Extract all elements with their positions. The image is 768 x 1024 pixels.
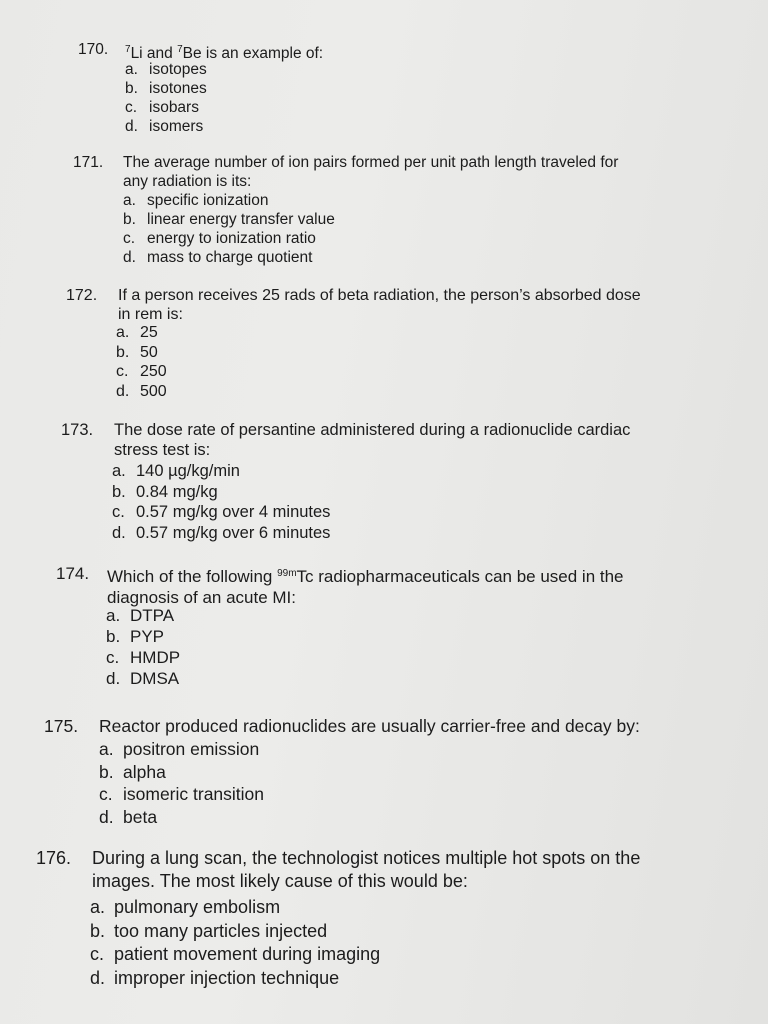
option-text: too many particles injected bbox=[114, 920, 328, 941]
option-letter: b. bbox=[125, 80, 138, 97]
option-text: mass to charge quotient bbox=[147, 249, 313, 266]
answer-option-a bbox=[125, 60, 207, 79]
answer-option-b bbox=[106, 626, 164, 647]
option-letter: c. bbox=[116, 363, 129, 380]
answer-option-b bbox=[123, 210, 335, 229]
option-letter: a. bbox=[125, 61, 138, 78]
question-174 bbox=[56, 563, 700, 693]
question-text: If a person receives 25 rads of beta radiation, the person’s absorbed dose in rem is: bbox=[118, 287, 641, 323]
option-letter: c. bbox=[106, 648, 120, 667]
option-letter: d. bbox=[99, 806, 114, 827]
option-text: linear energy transfer value bbox=[147, 211, 335, 228]
answer-option-d bbox=[123, 248, 312, 267]
option-letter: c. bbox=[123, 230, 136, 247]
option-text: improper injection technique bbox=[114, 967, 340, 988]
question-text: Which of the following $^{99m}$Tc radiopharmaceuticals can be used in the diagnosis of an acute MI: bbox=[107, 567, 624, 607]
option-letter: b. bbox=[99, 761, 114, 782]
option-letter: d. bbox=[106, 669, 121, 688]
answer-option-d bbox=[116, 382, 167, 401]
option-letter: b. bbox=[123, 211, 136, 228]
question-171 bbox=[73, 153, 700, 271]
question-176 bbox=[36, 847, 700, 994]
option-text: isotopes bbox=[149, 61, 207, 78]
answer-option-b bbox=[90, 920, 327, 943]
answer-option-d bbox=[112, 523, 330, 543]
answer-option-c bbox=[106, 647, 180, 668]
question-text: The average number of ion pairs formed per unit path length traveled for any radiation is its: bbox=[123, 154, 619, 190]
option-letter: d. bbox=[123, 249, 136, 266]
option-letter: d. bbox=[112, 523, 126, 542]
option-letter: c. bbox=[125, 99, 138, 116]
answer-option-c bbox=[123, 229, 316, 248]
answer-option-a bbox=[112, 461, 240, 481]
question-number: 175. bbox=[44, 716, 79, 736]
answer-option-a bbox=[116, 323, 158, 342]
option-letter: d. bbox=[116, 382, 130, 400]
answer-option-b bbox=[116, 343, 158, 362]
option-letter: c. bbox=[99, 784, 113, 804]
question-number: 172. bbox=[66, 287, 98, 304]
answer-option-a bbox=[123, 191, 268, 210]
option-text: 50 bbox=[140, 343, 158, 361]
option-text: positron emission bbox=[123, 739, 260, 759]
option-text: patient movement during imaging bbox=[114, 944, 381, 964]
answer-option-b bbox=[112, 482, 218, 502]
question-173 bbox=[61, 420, 700, 547]
question-number: 170. bbox=[78, 41, 109, 58]
question-number: 174. bbox=[56, 564, 90, 583]
option-text: DMSA bbox=[130, 669, 180, 688]
option-text: alpha bbox=[123, 761, 166, 782]
question-number: 171. bbox=[73, 154, 104, 171]
answer-option-a bbox=[106, 605, 174, 626]
option-text: isomeric transition bbox=[123, 784, 265, 804]
answer-option-c bbox=[99, 783, 264, 805]
option-text: energy to ionization ratio bbox=[147, 230, 316, 247]
option-letter: d. bbox=[90, 967, 106, 988]
option-text: PYP bbox=[130, 627, 165, 646]
question-text: Reactor produced radionuclides are usually carrier-free and decay by: bbox=[99, 716, 640, 736]
option-letter: b. bbox=[112, 482, 126, 501]
option-text: 250 bbox=[140, 363, 167, 380]
option-letter: a. bbox=[123, 192, 136, 209]
question-text: During a lung scan, the technologist notices multiple hot spots on the images. The most likely cause of this would be: bbox=[92, 848, 641, 891]
option-text: HMDP bbox=[130, 648, 181, 667]
option-letter: b. bbox=[90, 920, 106, 941]
answer-option-c bbox=[116, 362, 167, 381]
answer-option-a bbox=[99, 738, 259, 760]
question-170 bbox=[78, 40, 700, 140]
option-text: beta bbox=[123, 806, 158, 827]
answer-option-b bbox=[125, 79, 207, 98]
option-letter: b. bbox=[106, 627, 121, 646]
option-text: specific ionization bbox=[147, 192, 269, 209]
option-text: pulmonary embolism bbox=[114, 897, 281, 917]
answer-option-c bbox=[112, 502, 330, 522]
option-text: 500 bbox=[140, 382, 167, 400]
question-text: $^7$Li and $^7$Be is an example of: bbox=[125, 44, 324, 62]
answer-option-b bbox=[99, 761, 166, 783]
question-172 bbox=[66, 286, 700, 405]
answer-option-c bbox=[90, 943, 380, 966]
option-text: 0.57 mg/kg over 4 minutes bbox=[136, 503, 331, 521]
answer-option-d bbox=[106, 668, 179, 689]
question-text: The dose rate of persantine administered during a radionuclide cardiac stress test is: bbox=[114, 421, 631, 459]
option-text: 25 bbox=[140, 324, 158, 341]
answer-option-d bbox=[90, 967, 339, 990]
option-letter: a. bbox=[99, 739, 114, 759]
option-letter: a. bbox=[90, 897, 106, 917]
option-text: DTPA bbox=[130, 606, 175, 625]
option-letter: b. bbox=[116, 343, 130, 361]
answer-option-a bbox=[90, 896, 280, 919]
option-letter: c. bbox=[90, 944, 105, 964]
option-letter: a. bbox=[116, 324, 130, 341]
answer-option-c bbox=[125, 98, 199, 117]
option-letter: c. bbox=[112, 503, 125, 521]
answer-option-d bbox=[125, 117, 203, 136]
question-number: 176. bbox=[36, 848, 72, 868]
option-text: isobars bbox=[149, 99, 199, 116]
option-text: 140 µg/kg/min bbox=[136, 462, 240, 480]
option-text: isomers bbox=[149, 118, 204, 135]
option-letter: d. bbox=[125, 118, 138, 135]
option-text: 0.57 mg/kg over 6 minutes bbox=[136, 523, 331, 542]
question-number: 173. bbox=[61, 421, 94, 439]
question-175 bbox=[44, 715, 700, 832]
answer-option-d bbox=[99, 806, 157, 828]
option-letter: a. bbox=[112, 462, 126, 480]
option-letter: a. bbox=[106, 606, 121, 625]
option-text: 0.84 mg/kg bbox=[136, 482, 218, 501]
option-text: isotones bbox=[149, 80, 207, 97]
